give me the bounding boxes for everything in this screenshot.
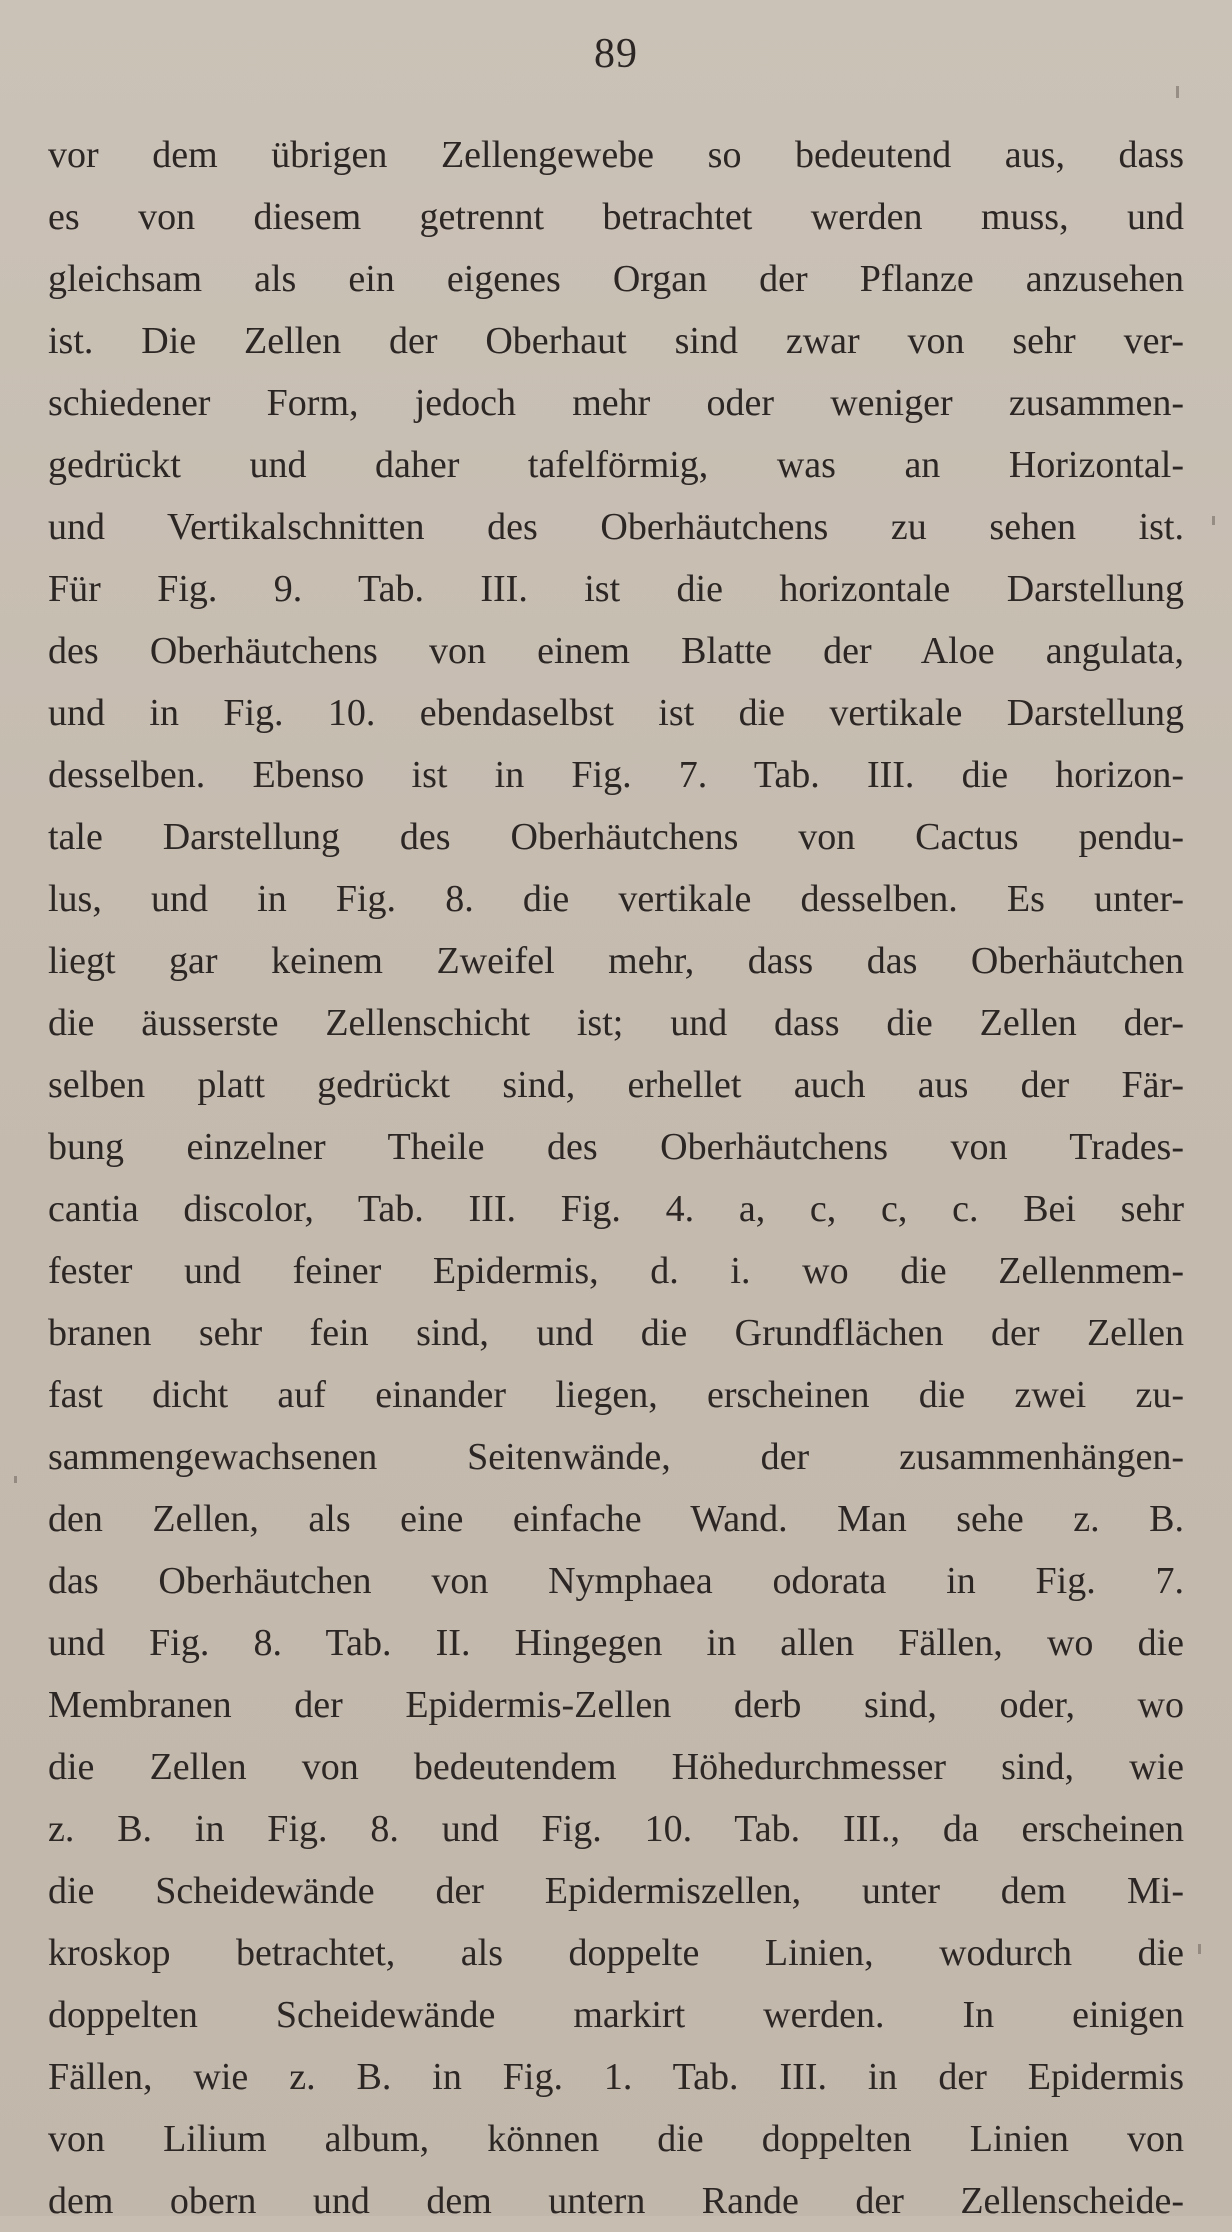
text-line: selben platt gedrückt sind, erhellet auch aus der Fär- (48, 1064, 1184, 1106)
text-line: schiedener Form, jedoch mehr oder weniger zusammen- (48, 382, 1184, 424)
text-line: ist. Die Zellen der Oberhaut sind zwar von sehr ver- (48, 320, 1184, 362)
text-line: sammengewachsenen Seitenwände, der zusammenhängen- (48, 1436, 1184, 1478)
text-line: fester und feiner Epidermis, d. i. wo die Zellenmem- (48, 1250, 1184, 1292)
text-line: den Zellen, als eine einfache Wand. Man sehe z. B. (48, 1498, 1184, 1540)
text-line: lus, und in Fig. 8. die vertikale desselben. Es unter- (48, 878, 1184, 920)
text-line: dem obern und dem untern Rande der Zellenscheide- (48, 2180, 1184, 2222)
text-line: von Lilium album, können die doppelten Linien von (48, 2118, 1184, 2160)
text-line: des Oberhäutchens von einem Blatte der Aloe angulata, (48, 630, 1184, 672)
text-line: und Fig. 8. Tab. II. Hingegen in allen Fällen, wo die (48, 1622, 1184, 1664)
text-line: liegt gar keinem Zweifel mehr, dass das Oberhäutchen (48, 940, 1184, 982)
print-speck (14, 1476, 17, 1483)
text-line: doppelten Scheidewände markirt werden. In einigen (48, 1994, 1184, 2036)
page-number: 89 (594, 31, 638, 77)
text-line: branen sehr fein sind, und die Grundflächen der Zellen (48, 1312, 1184, 1354)
text-line: z. B. in Fig. 8. und Fig. 10. Tab. III., da erscheinen (48, 1808, 1184, 1850)
text-line: desselben. Ebenso ist in Fig. 7. Tab. III. die horizon- (48, 754, 1184, 796)
text-line: Für Fig. 9. Tab. III. ist die horizontale Darstellung (48, 568, 1184, 610)
text-line: und in Fig. 10. ebendaselbst ist die vertikale Darstellung (48, 692, 1184, 734)
body-text (48, 124, 1184, 2232)
text-line: tale Darstellung des Oberhäutchens von Cactus pendu- (48, 816, 1184, 858)
text-line: die äusserste Zellenschicht ist; und dass die Zellen der- (48, 1002, 1184, 1044)
print-speck (1176, 86, 1179, 98)
text-line: das Oberhäutchen von Nymphaea odorata in Fig. 7. (48, 1560, 1184, 1602)
text-line: gedrückt und daher tafelförmig, was an Horizontal- (48, 444, 1184, 486)
text-line: die Scheidewände der Epidermiszellen, unter dem Mi- (48, 1870, 1184, 1912)
text-line: bung einzelner Theile des Oberhäutchens von Trades- (48, 1126, 1184, 1168)
text-line: Fällen, wie z. B. in Fig. 1. Tab. III. in der Epidermis (48, 2056, 1184, 2098)
text-line: vor dem übrigen Zellengewebe so bedeutend aus, dass (48, 134, 1184, 176)
text-line: cantia discolor, Tab. III. Fig. 4. a, c, c, c. Bei sehr (48, 1188, 1184, 1230)
print-speck (1198, 1944, 1201, 1954)
text-line: fast dicht auf einander liegen, erscheinen die zwei zu- (48, 1374, 1184, 1416)
text-line: Membranen der Epidermis-Zellen derb sind, oder, wo (48, 1684, 1184, 1726)
text-line: die Zellen von bedeutendem Höhedurchmesser sind, wie (48, 1746, 1184, 1788)
text-line: gleichsam als ein eigenes Organ der Pflanze anzusehen (48, 258, 1184, 300)
text-line: und Vertikalschnitten des Oberhäutchens zu sehen ist. (48, 506, 1184, 548)
text-line: es von diesem getrennt betrachtet werden muss, und (48, 196, 1184, 238)
text-line: kroskop betrachtet, als doppelte Linien, wodurch die (48, 1932, 1184, 1974)
print-speck (1212, 516, 1215, 525)
